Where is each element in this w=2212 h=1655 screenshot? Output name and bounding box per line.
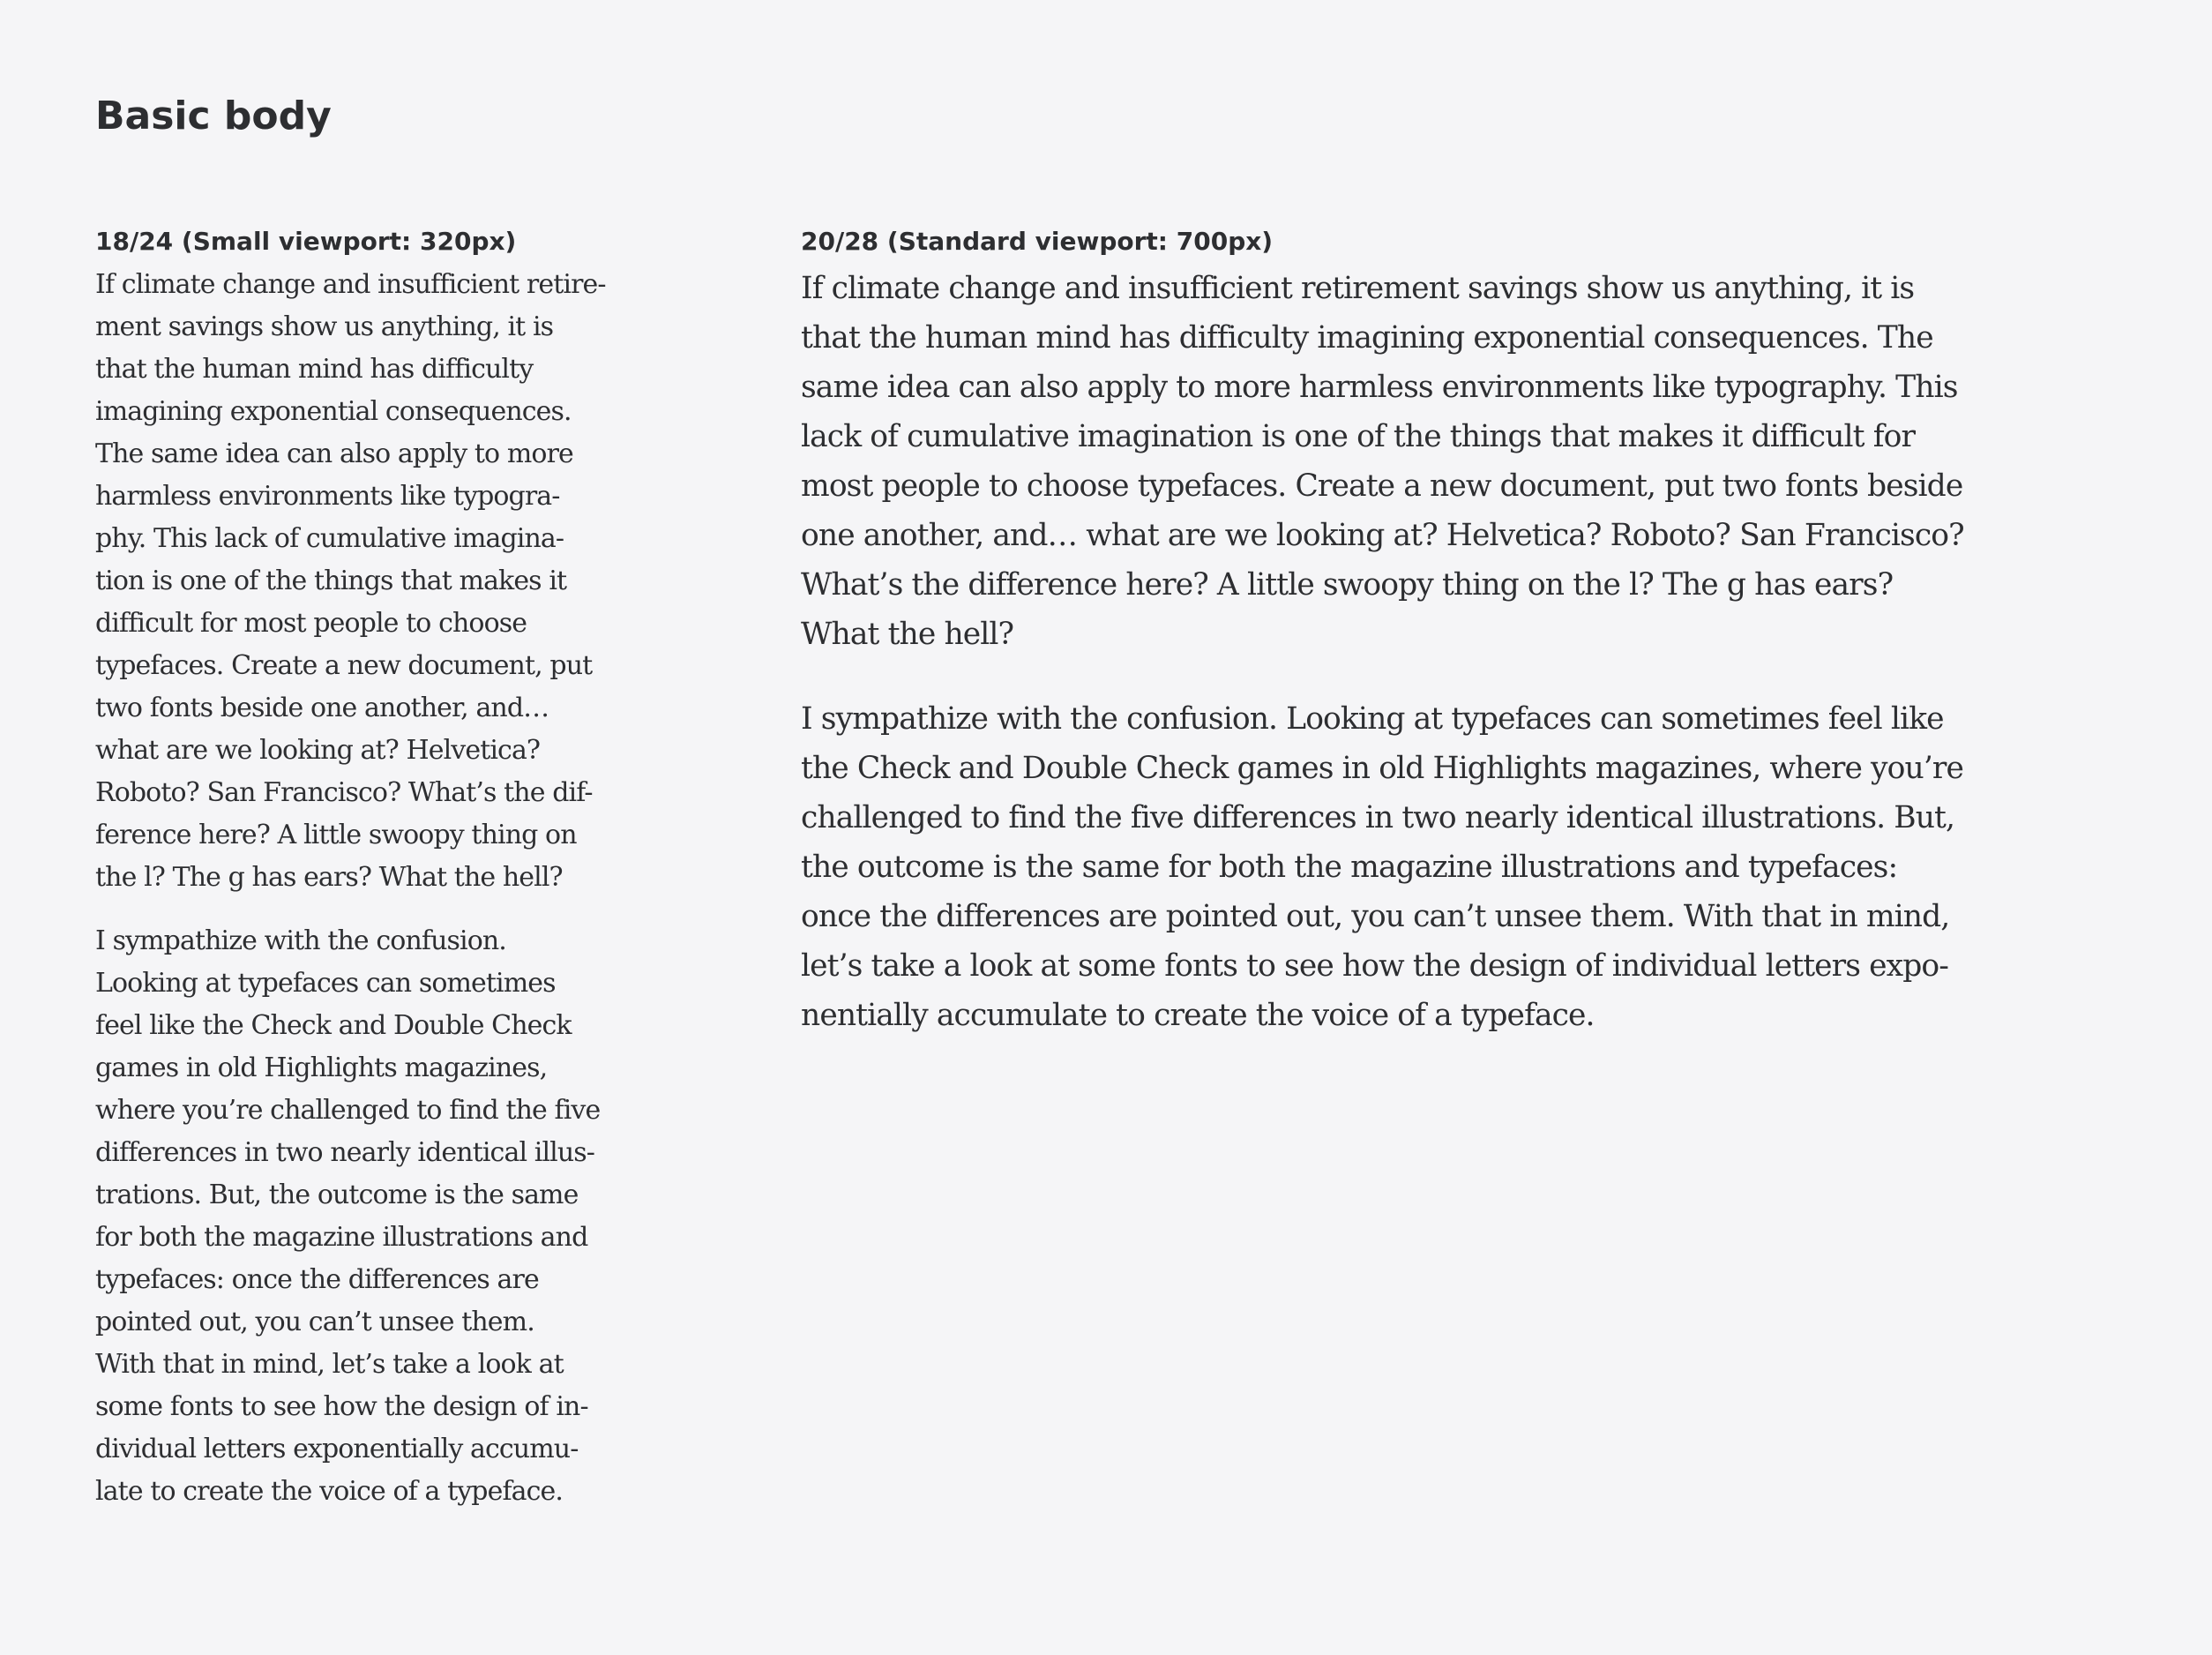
- text-line: that the human mind has difficulty imagining exponential consequences. The: [801, 320, 1933, 356]
- text-line: two fonts beside one another, and…: [95, 693, 549, 723]
- text-line: What the hell?: [801, 617, 1014, 652]
- text-line: games in old Highlights magazines,: [95, 1052, 548, 1083]
- body-paragraph: [95, 264, 669, 899]
- text-line: typefaces: once the differences are: [95, 1264, 539, 1295]
- text-line: trations. But, the outcome is the same: [95, 1179, 579, 1210]
- text-line: difficult for most people to choose: [95, 608, 527, 639]
- text-line: The same idea can also apply to more: [95, 438, 573, 469]
- standard-viewport-label: 20/28 (Standard viewport: 700px): [801, 227, 1274, 256]
- text-line: pointed out, you can’t unsee them.: [95, 1307, 534, 1337]
- text-line: What’s the difference here? A little swoopy thing on the l? The g has ears?: [801, 567, 1894, 603]
- text-line: the Check and Double Check games in old Highlights magazines, where you’re: [801, 751, 1963, 786]
- text-line: I sympathize with the confusion. Looking at typefaces can sometimes feel like: [801, 701, 1944, 737]
- text-line: Roboto? San Francisco? What’s the dif-: [95, 777, 593, 808]
- text-line: same idea can also apply to more harmless environments like typography. This: [801, 370, 1958, 405]
- body-paragraph: [801, 694, 2062, 1040]
- text-line: let’s take a look at some fonts to see how the design of individual letters expo-: [801, 948, 1949, 984]
- text-line: imagining exponential consequences.: [95, 396, 572, 427]
- text-line: some fonts to see how the design of in-: [95, 1391, 588, 1422]
- text-line: typefaces. Create a new document, put: [95, 650, 593, 681]
- text-line: that the human mind has difficulty: [95, 354, 534, 385]
- text-line: where you’re challenged to find the five: [95, 1095, 601, 1126]
- text-line: most people to choose typefaces. Create a new document, put two fonts beside: [801, 468, 1963, 504]
- text-line: ference here? A little swoopy thing on: [95, 820, 577, 850]
- body-paragraph: [801, 264, 2062, 659]
- page-title: Basic body: [95, 94, 332, 139]
- text-line: the outcome is the same for both the magazine illustrations and typefaces:: [801, 850, 1898, 885]
- text-line: nentially accumulate to create the voice of a typeface.: [801, 998, 1595, 1033]
- text-line: If climate change and insufficient retire-: [95, 269, 606, 300]
- text-line: phy. This lack of cumulative imagina-: [95, 523, 564, 554]
- text-line: what are we looking at? Helvetica?: [95, 735, 541, 766]
- text-line: I sympathize with the confusion.: [95, 925, 506, 956]
- text-line: Looking at typefaces can sometimes: [95, 968, 556, 999]
- small-viewport-column: [95, 225, 669, 1534]
- text-line: challenged to find the five differences in two nearly identical illustrations. But,: [801, 800, 1955, 835]
- text-line: ment savings show us anything, it is: [95, 311, 554, 342]
- text-line: If climate change and insufficient retirement savings show us anything, it is: [801, 271, 1915, 306]
- standard-viewport-column: [801, 225, 2062, 1075]
- text-line: dividual letters exponentially accumu-: [95, 1434, 579, 1464]
- text-line: With that in mind, let’s take a look at: [95, 1349, 564, 1380]
- text-line: late to create the voice of a typeface.: [95, 1476, 564, 1507]
- text-line: feel like the Check and Double Check: [95, 1010, 572, 1041]
- small-viewport-label: 18/24 (Small viewport: 320px): [95, 227, 517, 256]
- text-line: lack of cumulative imagination is one of the things that makes it difficult for: [801, 419, 1916, 454]
- text-line: once the differences are pointed out, you can’t unsee them. With that in mind,: [801, 899, 1950, 934]
- text-line: harmless environments like typogra-: [95, 481, 560, 512]
- body-paragraph: [95, 920, 669, 1513]
- text-line: differences in two nearly identical illus-: [95, 1137, 595, 1168]
- text-line: the l? The g has ears? What the hell?: [95, 862, 563, 893]
- text-line: for both the magazine illustrations and: [95, 1222, 588, 1253]
- text-line: tion is one of the things that makes it: [95, 565, 567, 596]
- text-line: one another, and… what are we looking at? Helvetica? Roboto? San Francisco?: [801, 518, 1964, 553]
